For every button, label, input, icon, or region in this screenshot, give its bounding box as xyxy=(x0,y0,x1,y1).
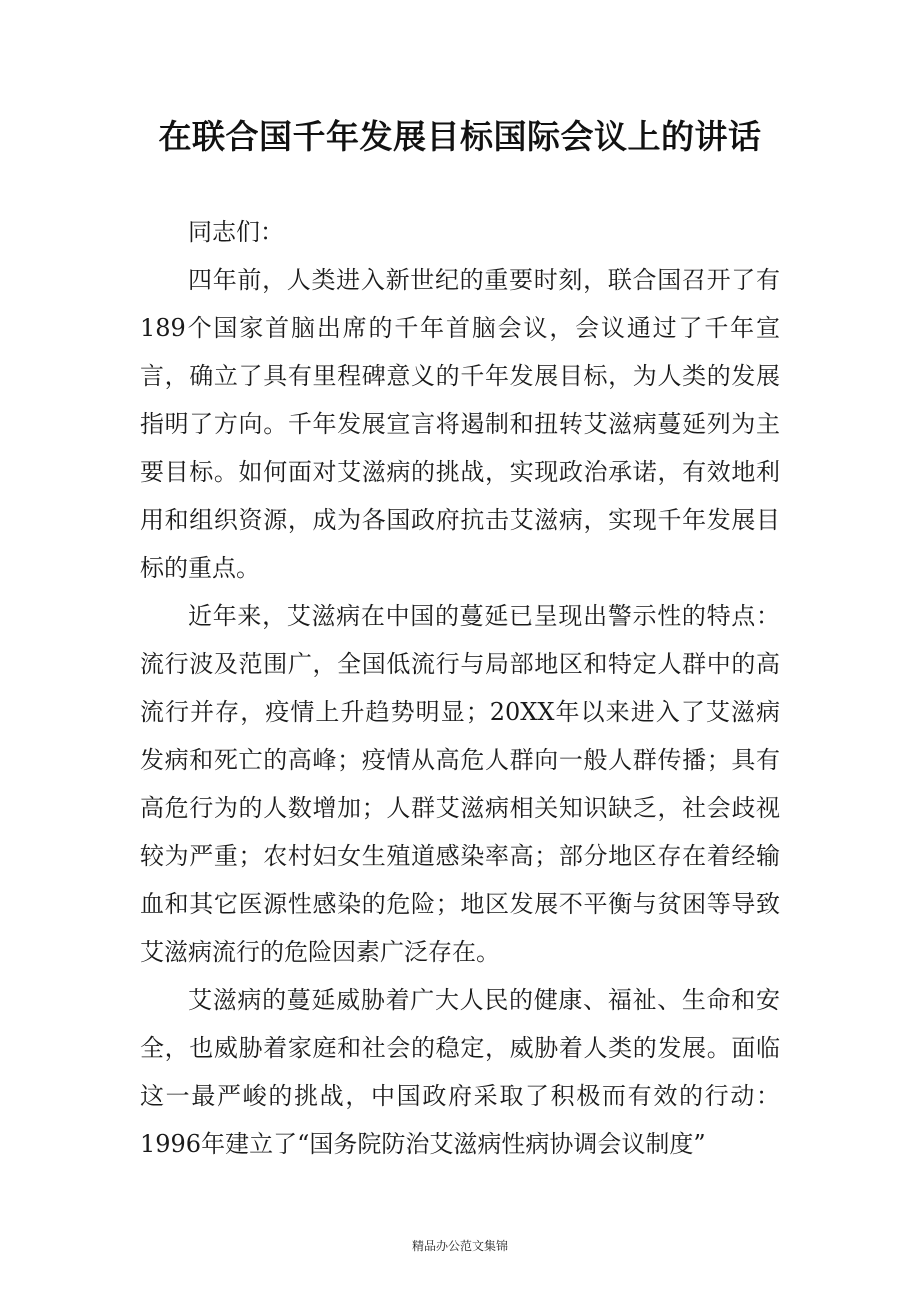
document-body xyxy=(140,208,780,1168)
salutation: 同志们： xyxy=(188,218,284,246)
document-title: 在联合国千年发展目标国际会议上的讲话 xyxy=(158,117,762,156)
page-footer: 精品办公范文集锦 xyxy=(411,1239,508,1253)
paragraph-2: 近年来，艾滋病在中国的蔓延已呈现出警示性的特点：流行波及范围广，全国低流行与局部地区和特定人群中的高流行并存，疫情上升趋势明显；20XX年以来进入了艾滋病发病和死亡的高峰；疫情从高危人群向一般人群传播；具有高危行为的人数增加；人群艾滋病相关知识缺乏，社会歧视较为严重；农村妇女生殖道感染率高；部分地区存在着经输血和其它医源性感染的危险；地区发展不平衡与贫困等导致艾滋病流行的危险因素广泛存在。 xyxy=(140,602,780,966)
paragraph-3: 艾滋病的蔓延威胁着广大人民的健康、福祉、生命和安全，也威胁着家庭和社会的稳定，威胁着人类的发展。面临这一最严峻的挑战，中国政府采取了积极而有效的行动：1996年建立了“国务院防治艾滋病性病协调会议制度” xyxy=(140,986,780,1158)
paragraph-1: 四年前，人类进入新世纪的重要时刻，联合国召开了有189个国家首脑出席的千年首脑会议，会议通过了千年宣言，确立了具有里程碑意义的千年发展目标，为人类的发展指明了方向。千年发展宣言将遏制和扭转艾滋病蔓延列为主要目标。如何面对艾滋病的挑战，实现政治承诺，有效地利用和组织资源，成为各国政府抗击艾滋病，实现千年发展目标的重点。 xyxy=(140,266,780,582)
